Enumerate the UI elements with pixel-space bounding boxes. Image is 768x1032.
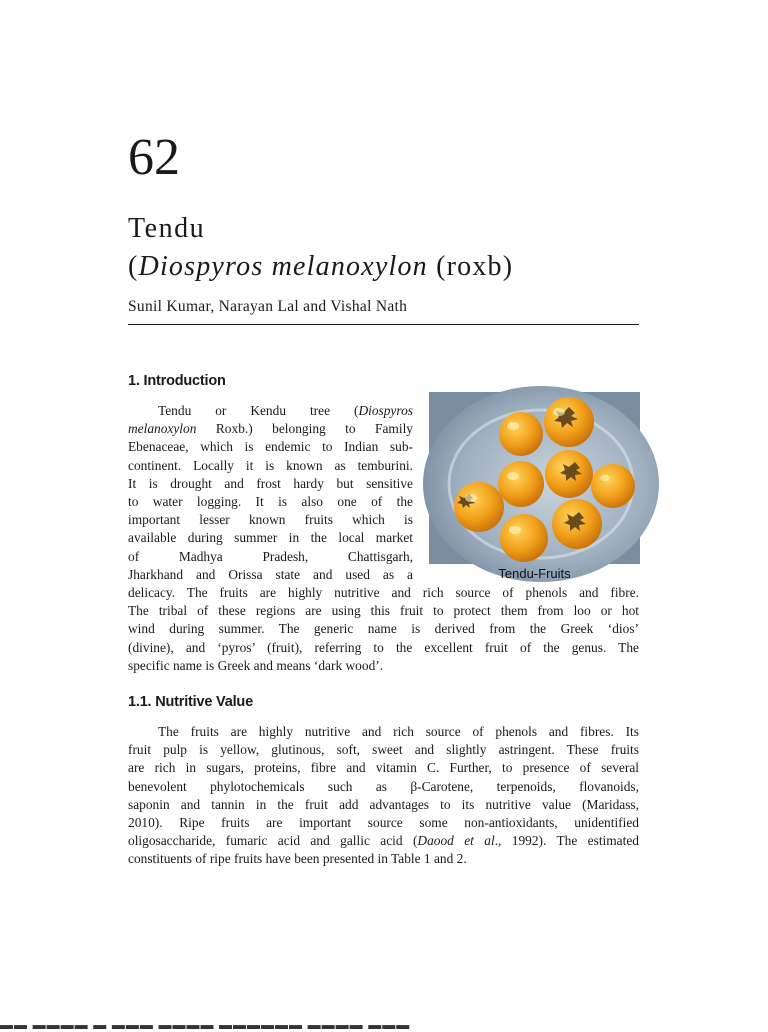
text-line: important lesser known fruits which is (128, 512, 413, 528)
text-line: are rich in sugars, proteins, fibre and vitamin C. Further, to presence of several (128, 760, 639, 776)
section-heading-introduction: 1. Introduction (128, 373, 226, 389)
text-line: fruit pulp is yellow, glutinous, soft, sweet and slightly astringent. These fruits (128, 742, 639, 758)
text-line: specific name is Greek and means ‘dark wood’. (128, 657, 384, 673)
text-line: of Madhya Pradesh, Chattisgarh, (128, 548, 413, 564)
section-heading-nutritive-value: 1.1. Nutritive Value (128, 694, 253, 710)
intro-paragraph-column (128, 402, 413, 584)
text-line: wind during summer. The generic name is derived from the Greek ‘dios’ (128, 621, 639, 637)
footer-text-cutoff: ▬▬ ▬▬▬▬ ▬ ▬▬▬ ▬▬▬▬ ▬▬▬▬▬▬ ▬▬▬▬ ▬▬▬ (0, 1017, 411, 1032)
intro-paragraph-continued (128, 584, 639, 675)
text-line: available during summer in the local market (128, 530, 413, 546)
text-line: It is drought and frost hardy but sensitive (128, 475, 413, 491)
text-line: to water logging. It is also one of the (128, 494, 413, 510)
text-line: Ebenaceae, which is endemic to Indian sub- (128, 439, 413, 455)
authors-line: Sunil Kumar, Narayan Lal and Vishal Nath (128, 298, 408, 315)
text-line: Jharkhand and Orissa state and used as a (128, 566, 413, 582)
text-line: 2010). Ripe fruits are important source some non-antioxidants, unidentified (128, 815, 639, 831)
text-line: melanoxylon Roxb.) belonging to Family (128, 421, 413, 437)
figure-caption: Tendu-Fruits (498, 566, 571, 581)
text-line: The fruits are highly nutritive and rich source of phenols and fibres. Its (158, 724, 639, 739)
title-divider (128, 324, 639, 325)
text-line: oligosaccharide, fumaric acid and gallic acid (Daood et al., 1992). The estimated (128, 833, 639, 849)
text-line: Tendu or Kendu tree (Diospyros (158, 403, 413, 418)
chapter-number: 62 (128, 129, 180, 186)
text-line: benevolent phylotochemicals such as β-Carotene, terpenoids, flovanoids, (128, 778, 639, 794)
text-line: saponin and tannin in the fruit add advantages to its nutritive value (Maridass, (128, 796, 639, 812)
text-line: The tribal of these regions are using this fruit to protect them from loo or hot (128, 603, 639, 619)
text-line: delicacy. The fruits are highly nutritive and rich source of phenols and fibre. (128, 585, 639, 600)
text-line: continent. Locally it is known as temburini. (128, 457, 413, 473)
chapter-subtitle: (Diospyros melanoxylon (roxb) (128, 251, 514, 282)
fruit-plate-illustration (429, 392, 640, 564)
tendu-fruits-photo (429, 392, 640, 564)
text-line: constituents of ripe fruits have been presented in Table 1 and 2. (128, 851, 467, 867)
chapter-title: Tendu (128, 213, 206, 244)
botanical-name: Diospyros melanoxylon (138, 251, 428, 282)
text-line: (divine), and ‘pyros’ (fruit), referring to the excellent fruit of the genus. The (128, 639, 639, 655)
nutritive-paragraph (128, 723, 639, 869)
